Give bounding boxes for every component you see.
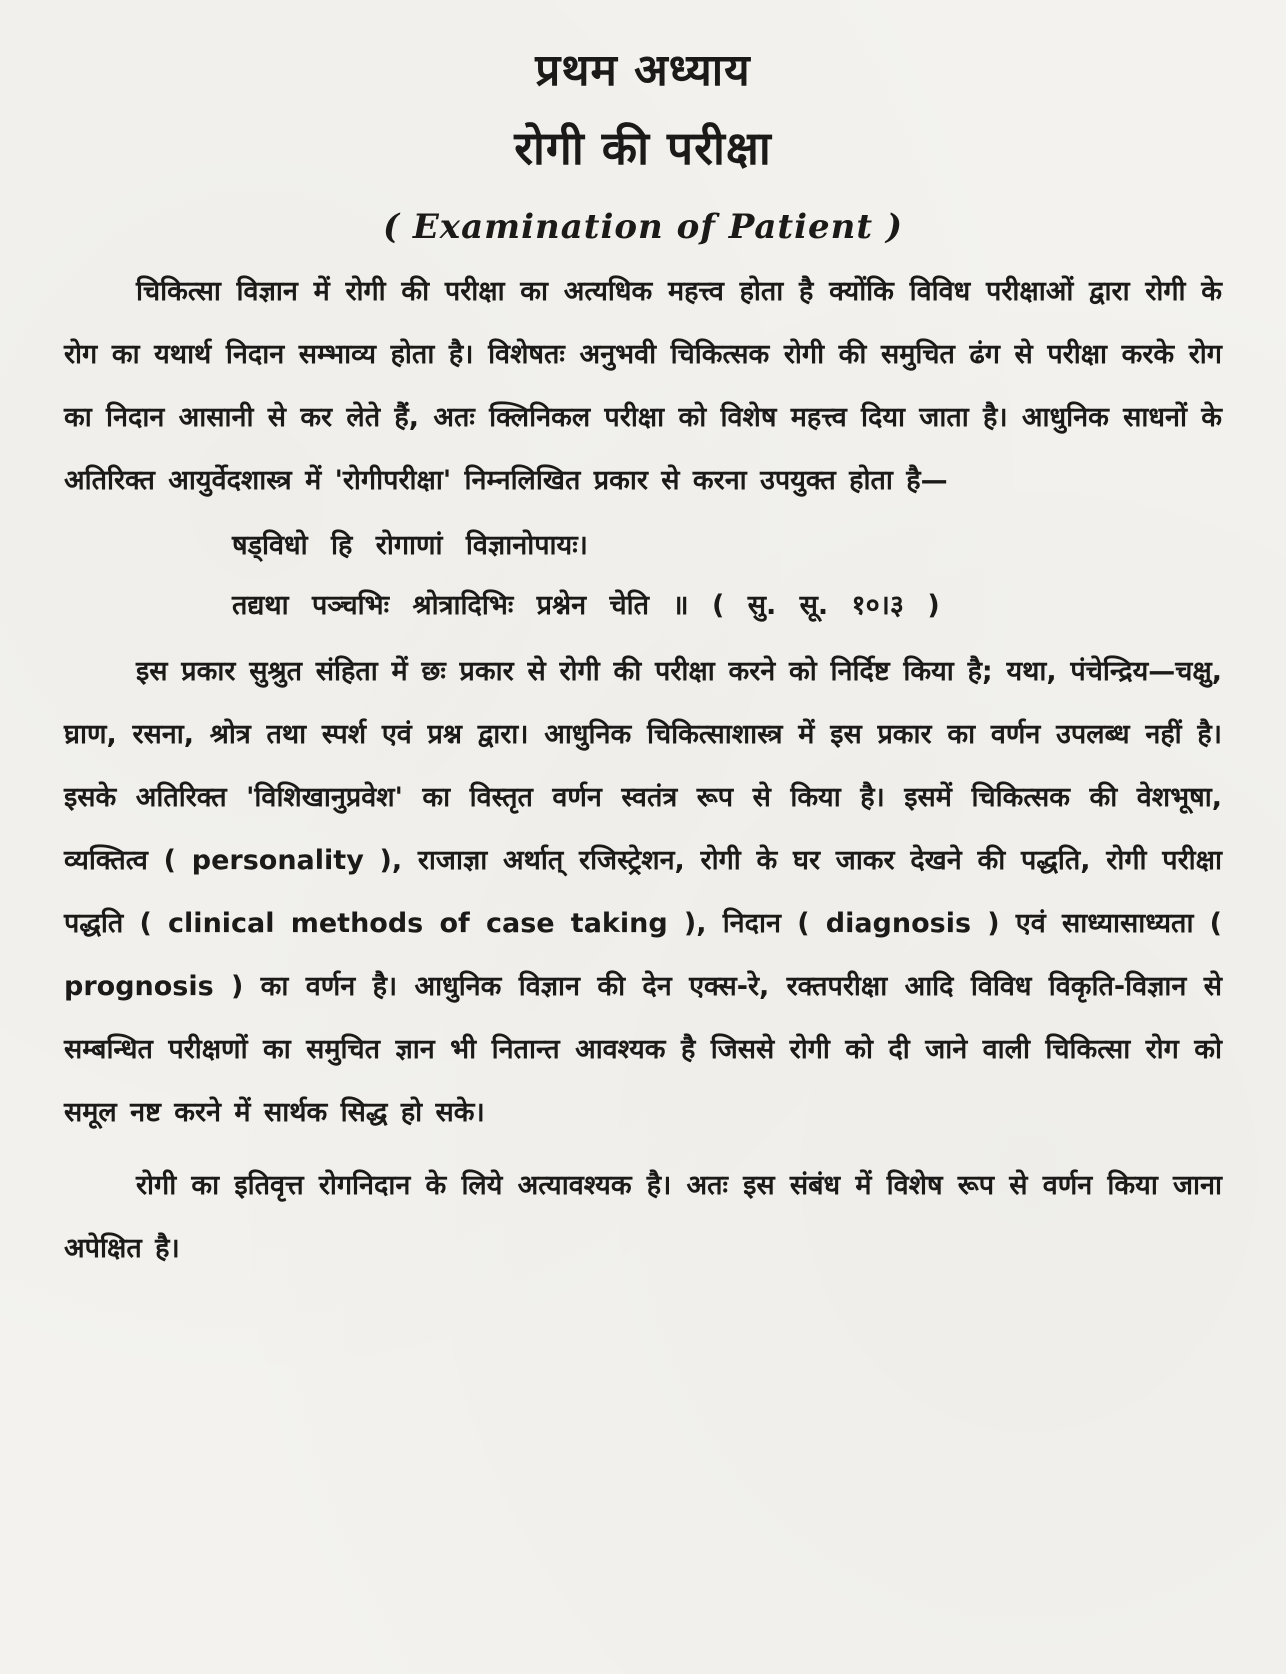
shloka-line-2: तद्यथा पञ्चभिः श्रोत्रादिभिः प्रश्नेन चेति ॥ ( सु. सू. १०।३ )	[232, 590, 940, 621]
paragraph-intro: चिकित्सा विज्ञान में रोगी की परीक्षा का अत्यधिक महत्त्व होता है क्योंकि विविध परीक्षाओं द्वारा रोगी के रोग का यथार्थ निदान सम्भाव्य होता है। विशेषतः अनुभवी चिकित्सक रोगी की समुचित ढंग से परीक्षा करके रोग का निदान आसानी से कर लेते हैं, अतः क्लिनिकल परीक्षा को विशेष महत्त्व दिया जाता है। आधुनिक साधनों के अतिरिक्त आयुर्वेदशास्त्र में 'रोगीपरीक्षा' निम्नलिखित प्रकार से करना उपयुक्त होता है—	[64, 276, 1222, 496]
shloka-line-1: षड्विधो हि रोगाणां विज्ञानोपायः।	[232, 530, 588, 561]
paragraph-gap	[64, 1144, 1222, 1154]
chapter-title: रोगी की परीक्षा	[514, 121, 772, 175]
chapter-heading: प्रथम अध्याय	[535, 45, 751, 96]
paragraph-history: रोगी का इतिवृत्त रोगनिदान के लिये अत्यावश्यक है। अतः इस संबंध में विशेष रूप से वर्णन किया जाना अपेक्षित है।	[64, 1170, 1222, 1264]
english-title: ( Examination of Patient )	[382, 207, 904, 247]
paragraph-sushruta: इस प्रकार सुश्रुत संहिता में छः प्रकार से रोगी की परीक्षा करने को निर्दिष्ट किया है; यथा, पंचेन्द्रिय—चक्षु, घ्राण, रसना, श्रोत्र तथा स्पर्श एवं प्रश्न द्वारा। आधुनिक चिकित्साशास्त्र में इस प्रकार का वर्णन उपलब्ध नहीं है। इसके अतिरिक्त 'विशिखानुप्रवेश' का विस्तृत वर्णन स्वतंत्र रूप से किया है। इसमें चिकित्सक की वेशभूषा, व्यक्तित्व ( personality ), राजाज्ञा अर्थात् रजिस्ट्रेशन, रोगी के घर जाकर देखने की पद्धति, रोगी परीक्षा पद्धति ( clinical methods of case taking ), निदान ( diagnosis ) एवं साध्यासाध्यता ( prognosis ) का वर्णन है। आधुनिक विज्ञान की देन एक्स-रे, रक्तपरीक्षा आदि विविध विकृति-विज्ञान से सम्बन्धित परीक्षणों का समुचित ज्ञान भी नितान्त आवश्यक है जिससे रोगी को दी जाने वाली चिकित्सा रोग को समूल नष्ट करने में सार्थक सिद्ध हो सके।	[64, 656, 1222, 1128]
shloka-quote	[64, 516, 1222, 636]
